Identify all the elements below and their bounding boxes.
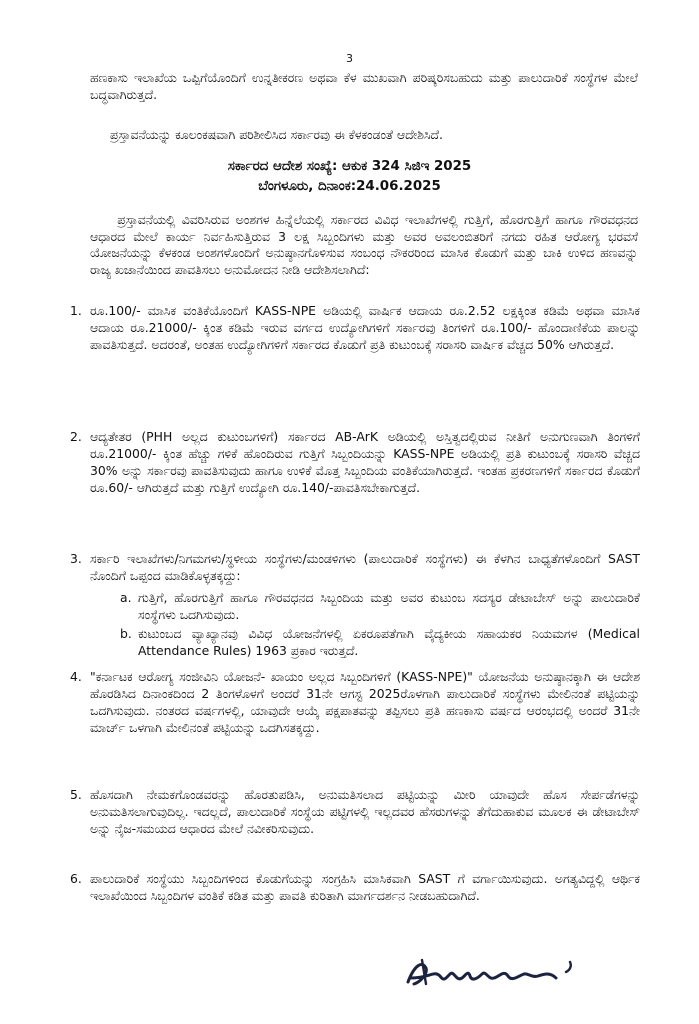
sub-item-number: b. xyxy=(120,626,132,641)
continued-paragraph: ಹಣಕಾಸು ಇಲಾಖೆಯ ಒಪ್ಪಿಗೆಯೊಂದಿಗೆ ಉನ್ನತೀಕರಣ ಅಥವಾ ಕೆಳ ಮುಖವಾಗಿ ಪರಿಷ್ಕರಿಸಬಹುದು ಮತ್ತು ಪಾಲುದಾರಿಕೆ ಸಂಸ್ಥೆಗಳ ಮೇಲೆ ಬದ್ಧವಾಗಿರುತ್ತದೆ. xyxy=(90,70,638,102)
sub-item-b xyxy=(120,626,640,659)
list-item-text: ಆದ್ಯತೇತರ (PHH ಅಲ್ಲದ ಕುಟುಂಬಗಳಿಗೆ) ಸರ್ಕಾರದ AB-ArK ಅಡಿಯಲ್ಲಿ ಅಸ್ತಿತ್ವದಲ್ಲಿರುವ ನೀತಿಗೆ ಅನುಗುಣವಾಗಿ ತಿಂಗಳಿಗೆ ರೂ.21000/- ಕ್ಕಿಂತ ಹೆಚ್ಚು ಗಳಿಕೆ ಹೊಂದಿರುವ ಗುತ್ತಿಗೆ ಸಿಬ್ಬಂದಿಯನ್ನು KASS-NPE ಅಡಿಯಲ್ಲಿ ಪ್ರತಿ ಕುಟುಂಬಕ್ಕೆ ಸರಾಸರಿ ವೆಚ್ಚದ 30% ಅನ್ನು ಸರ್ಕಾರವು ಪಾವತಿಸುವುದು ಹಾಗೂ ಉಳಿಕೆ ಮೊತ್ತ ಸಿಬ್ಬಂದಿಯ ವಂತಿಕೆಯಾಗಿರುತ್ತದೆ. ಇಂತಹ ಪ್ರಕರಣಗಳಿಗೆ ಸರ್ಕಾರದ ಕೊಡುಗೆ ರೂ.60/- ಆಗಿರುತ್ತದೆ ಮತ್ತು ಗುತ್ತಿಗೆ ಉದ್ಯೋಗಿ ರೂ.140/-ಪಾವತಿಸಬೇಕಾಗುತ್ತದೆ. xyxy=(90,429,640,495)
preamble-line: ಪ್ರಸ್ತಾವನೆಯನ್ನು ಕೂಲಂಕಷವಾಗಿ ಪರಿಶೀಲಿಸಿದ ಸರ್ಕಾರವು ಈ ಕೆಳಕಂಡಂತೆ ಆದೇಶಿಸಿದೆ. xyxy=(110,127,443,142)
list-item-text: ಸರ್ಕಾರಿ ಇಲಾಖೆಗಳು/ನಿಗಮಗಳು/ಸ್ಥಳೀಯ ಸಂಸ್ಥೆಗಳು/ಮಂಡಳಿಗಳು (ಪಾಲುದಾರಿಕೆ ಸಂಸ್ಥೆಗಳು) ಈ ಕೆಳಗಿನ ಬಾಧ್ಯತೆಗಳೊಂದಿಗೆ SAST ನೊಂದಿಗೆ ಒಪ್ಪಂದ ಮಾಡಿಕೊಳ್ಳತಕ್ಕದ್ದು: xyxy=(90,551,640,583)
list-item-5 xyxy=(70,786,640,837)
list-item-1 xyxy=(70,302,640,353)
signature-icon xyxy=(400,948,610,998)
list-item-3 xyxy=(70,550,640,584)
list-item-text: ಪಾಲುದಾರಿಕೆ ಸಂಸ್ಥೆಯು ಸಿಬ್ಬಂದಿಗಳಿಂದ ಕೊಡುಗೆಯನ್ನು ಸಂಗ್ರಹಿಸಿ ಮಾಸಿಕವಾಗಿ SAST ಗೆ ವರ್ಗಾಯಿಸುವುದು. ಅಗತ್ಯವಿದ್ದಲ್ಲಿ ಆರ್ಥಿಕ ಇಲಾಖೆಯಿಂದ ಸಿಬ್ಬಂದಿಗಳ ವಂತಿಕೆ ಕಡಿತ ಮತ್ತು ಪಾವತಿ ಕುರಿತಾಗಿ ಮಾರ್ಗದರ್ಶನ ನೀಡಬಹುದಾಗಿದೆ. xyxy=(90,871,640,903)
list-item-number: 3. xyxy=(70,551,82,566)
list-item-text: ರೂ.100/- ಮಾಸಿಕ ವಂತಿಕೆಯೊಂದಿಗೆ KASS-NPE ಅಡಿಯಲ್ಲಿ ವಾರ್ಷಿಕ ಆದಾಯ ರೂ.2.52 ಲಕ್ಷಕ್ಕಿಂತ ಕಡಿಮೆ ಅಥವಾ ಮಾಸಿಕ ಆದಾಯ ರೂ.21000/- ಕ್ಕಿಂತ ಕಡಿಮೆ ಇರುವ ವರ್ಗದ ಉದ್ಯೋಗಿಗಳಿಗೆ ಸರ್ಕಾರವು ತಿಂಗಳಿಗೆ ರೂ.100/- ಹೊಂದಾಣಿಕೆಯ ಪಾಲನ್ನು ಪಾವತಿಸುತ್ತದೆ. ಅದರಂತೆ, ಅಂತಹ ಉದ್ಯೋಗಿಗಳಿಗೆ ಸರ್ಕಾರದ ಕೊಡುಗೆ ಪ್ರತಿ ಕುಟುಂಬಕ್ಕೆ ಸರಾಸರಿ ವಾರ್ಷಿಕ ವೆಚ್ಚದ 50% ಆಗಿರುತ್ತದೆ. xyxy=(90,303,640,352)
order-number-heading: ಸರ್ಕಾರದ ಆದೇಶ ಸಂಖ್ಯೆ: ಆಕುಕ 324 ಸಿಜಿಇ 2025 xyxy=(227,159,472,174)
list-item-text: ಹೊಸದಾಗಿ ನೇಮಕಗೊಂಡವರನ್ನು ಹೊರತುಪಡಿಸಿ, ಅನುಮತಿಸಲಾದ ಪಟ್ಟಿಯನ್ನು ಮೀರಿ ಯಾವುದೇ ಹೊಸ ಸೇರ್ಪಡೆಗಳನ್ನು ಅನುಮತಿಸಲಾಗುವುದಿಲ್ಲ. ಇದಲ್ಲದೆ, ಪಾಲುದಾರಿಕೆ ಸಂಸ್ಥೆಯ ಪಟ್ಟಿಗಳಲ್ಲಿ ಇಲ್ಲದವರ ಹೆಸರುಗಳನ್ನು ತೆಗೆದುಹಾಕುವ ಮೂಲಕ ಈ ಡೇಟಾಬೇಸ್ ಅನ್ನು ನೈಜ-ಸಮಯದ ಆಧಾರದ ಮೇಲೆ ನವೀಕರಿಸುವುದು. xyxy=(90,787,640,836)
intro-paragraph: ಪ್ರಸ್ತಾವನೆಯಲ್ಲಿ ವಿವರಿಸಿರುವ ಅಂಶಗಳ ಹಿನ್ನೆಲೆಯಲ್ಲಿ ಸರ್ಕಾರದ ವಿವಿಧ ಇಲಾಖೆಗಳಲ್ಲಿ ಗುತ್ತಿಗೆ, ಹೊರಗುತ್ತಿಗೆ ಹಾಗೂ ಗೌರವಧನದ ಆಧಾರದ ಮೇಲೆ ಕಾರ್ಯ ನಿರ್ವಹಿಸುತ್ತಿರುವ 3 ಲಕ್ಷ ಸಿಬ್ಬಂದಿಗಳು ಮತ್ತು ಅವರ ಅವಲಂಬಿತರಿಗೆ ನಗದು ರಹಿತ ಆರೋಗ್ಯ ಭರವಸೆ ಯೋಜನೆಯನ್ನು ಕೆಳಕಂಡ ಅಂಶಗಳೊಂದಿಗೆ ಅನುಷ್ಠಾನಗೊಳಿಸುವ ಸಂಬಂಧ ನೌಕರರಿಂದ ಮಾಸಿಕ ಕೊಡುಗೆ ಮತ್ತು ಬಾಕಿ ಉಳಿದ ಹಣವನ್ನು ರಾಜ್ಯ ಖಜಾನೆಯಿಂದ ಪಾವತಿಸಲು ಅನುಮೋದನ ನೀಡಿ ಆದೇಶಿಸಲಾಗಿದೆ: xyxy=(90,212,638,277)
list-item-number: 6. xyxy=(70,871,82,886)
list-item-number: 4. xyxy=(70,669,82,684)
sub-item-number: a. xyxy=(120,590,132,605)
order-place-date: ಬೆಂಗಳೂರು, ದಿನಾಂಕ:24.06.2025 xyxy=(258,179,441,194)
sub-item-text: ಕುಟುಂಬದ ವ್ಯಾಖ್ಯಾನವು ವಿವಿಧ ಯೋಜನೆಗಳಲ್ಲಿ ಏಕರೂಪತೆಗಾಗಿ ವೈದ್ಯಕೀಯ ಸಹಾಯಕರ ನಿಯಮಗಳ (Medical Attendance Rules) 1963 ಪ್ರಕಾರ ಇರುತ್ತದೆ. xyxy=(138,626,640,658)
sub-item-a xyxy=(120,590,640,623)
list-item-2 xyxy=(70,428,640,496)
list-item-text: "ಕರ್ನಾಟಕ ಆರೋಗ್ಯ ಸಂಜೀವಿನಿ ಯೋಜನೆ- ಖಾಯಂ ಅಲ್ಲದ ಸಿಬ್ಬಂದಿಗಳಿಗೆ (KASS-NPE)" ಯೋಜನೆಯ ಅನುಷ್ಠಾನಕ್ಕಾಗಿ ಈ ಆದೇಶ ಹೊರಡಿಸಿದ ದಿನಾಂಕದಿಂದ 2 ತಿಂಗಳೊಳಗೆ ಅಂದರೆ 31ನೇ ಆಗಸ್ಟ 2025ರೊಳಗಾಗಿ ಪಾಲುದಾರಿಕೆ ಸಂಸ್ಥೆಗಳು ಮೇಲಿನಂತೆ ಪಟ್ಟಿಯನ್ನು ಒದಗಿಸುವುದು. ನಂತರದ ವರ್ಷಗಳಲ್ಲಿ, ಯಾವುದೇ ಆಯ್ಕೆ ಪಕ್ಷಪಾತವನ್ನು ತಪ್ಪಿಸಲು ಪ್ರತಿ ಹಣಕಾಸು ವರ್ಷದ ಆರಂಭದಲ್ಲಿ ಅಂದರೆ 31ನೇ ಮಾರ್ಚ್ ಒಳಗಾಗಿ ಮೇಲಿನಂತೆ ಪಟ್ಟಿಯನ್ನು ಒದಗಿಸತಕ್ಕದ್ದು. xyxy=(90,669,640,735)
sub-item-text: ಗುತ್ತಿಗೆ, ಹೊರಗುತ್ತಿಗೆ ಹಾಗೂ ಗೌರವಧನದ ಸಿಬ್ಬಂದಿಯ ಮತ್ತು ಅವರ ಕುಟುಂಬ ಸದಸ್ಯರ ಡೇಟಾಬೇಸ್ ಅನ್ನು ಪಾಲುದಾರಿಕೆ ಸಂಸ್ಥೆಗಳು ಒದಗಿಸುವುದು. xyxy=(138,590,640,622)
list-item-4 xyxy=(70,668,640,736)
list-item-number: 2. xyxy=(70,429,82,444)
list-item-number: 5. xyxy=(70,787,82,802)
page-number: 3 xyxy=(346,52,353,65)
list-item-6 xyxy=(70,870,640,904)
list-item-number: 1. xyxy=(70,303,82,318)
